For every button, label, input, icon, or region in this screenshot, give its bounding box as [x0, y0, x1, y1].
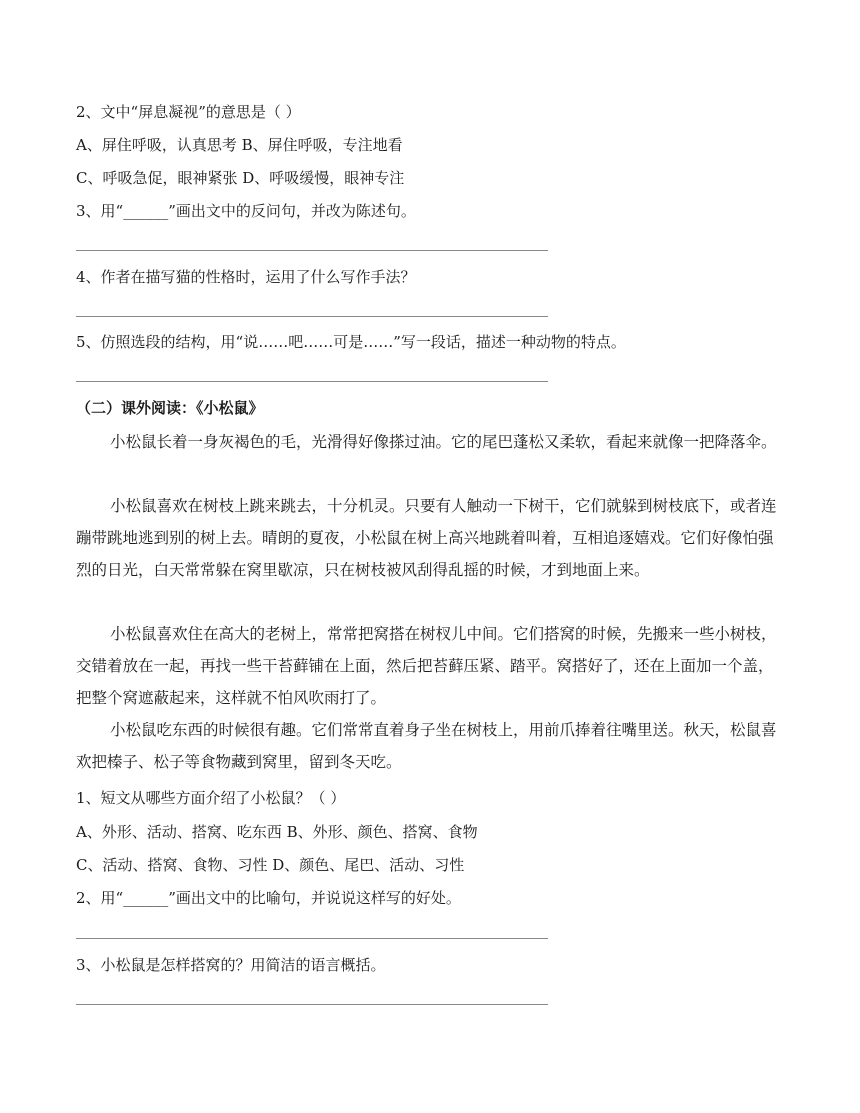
passage-paragraph-3: 小松鼠喜欢住在高大的老树上，常常把窝搭在树杈儿中间。它们搭窝的时候，先搬来一些小树枝，交错着放在一起，再找一些干苔藓铺在上面，然后把苔藓压紧、踏平。窝搭好了，还在上面加一个盖，把整个窝遮蔽起来，这样就不怕风吹雨打了。 [76, 625, 777, 707]
question-5: 5、仿照选段的结构，用“说……吧……可是……”写一段话，描述一种动物的特点。 [76, 333, 626, 351]
passage-paragraph-4: 小松鼠吃东西的时候很有趣。它们常常直着身子坐在树枝上，用前爪捧着往嘴里送。秋天，松鼠喜欢把榛子、松子等食物藏到窝里，留到冬天吃。 [76, 721, 777, 771]
section-heading: （二）课外阅读：《小松鼠》 [76, 399, 264, 417]
question-2-options-ab: A、屏住呼吸，认真思考 B、屏住呼吸，专注地看 [76, 136, 403, 154]
reading-question-1: 1、短文从哪些方面介绍了小松鼠？（ ） [76, 789, 346, 807]
question-4: 4、作者在描写猫的性格时，运用了什么写作手法？ [76, 268, 416, 286]
answer-line-q4 [76, 316, 548, 317]
passage-paragraph-2: 小松鼠喜欢在树枝上跳来跳去，十分机灵。只要有人触动一下树干，它们就躲到树枝底下，或者连蹦带跳地逃到别的树上去。晴朗的夏夜，小松鼠在树上高兴地跳着叫着，互相追逐嬉戏。它们好像怕强烈的日光，白天常常躲在窝里歇凉，只在树枝被风刮得乱摇的时候，才到地面上来。 [76, 497, 777, 579]
passage-paragraph-1: 小松鼠长着一身灰褐色的毛，光滑得好像搽过油。它的尾巴蓬松又柔软，看起来就像一把降落伞。 [110, 433, 777, 451]
answer-line-q3 [76, 250, 548, 251]
reading-question-3: 3、小松鼠是怎样搭窝的？用简洁的语言概括。 [76, 956, 386, 974]
question-2-options-cd: C、呼吸急促，眼神紧张 D、呼吸缓慢，眼神专注 [76, 169, 405, 187]
question-2: 2、文中“屏息凝视”的意思是（ ） [76, 103, 301, 121]
question-3: 3、用“______”画出文中的反问句，并改为陈述句。 [76, 202, 416, 220]
reading-question-1-options-ab: A、外形、活动、搭窝、吃东西 B、外形、颜色、搭窝、食物 [76, 823, 478, 841]
answer-line-reading-q3 [76, 1004, 548, 1005]
answer-line-q5 [76, 381, 548, 382]
reading-question-2: 2、用“______”画出文中的比喻句，并说说这样写的好处。 [76, 889, 461, 907]
answer-line-reading-q2 [76, 938, 548, 939]
reading-question-1-options-cd: C、活动、搭窝、食物、习性 D、颜色、尾巴、活动、习性 [76, 856, 465, 874]
